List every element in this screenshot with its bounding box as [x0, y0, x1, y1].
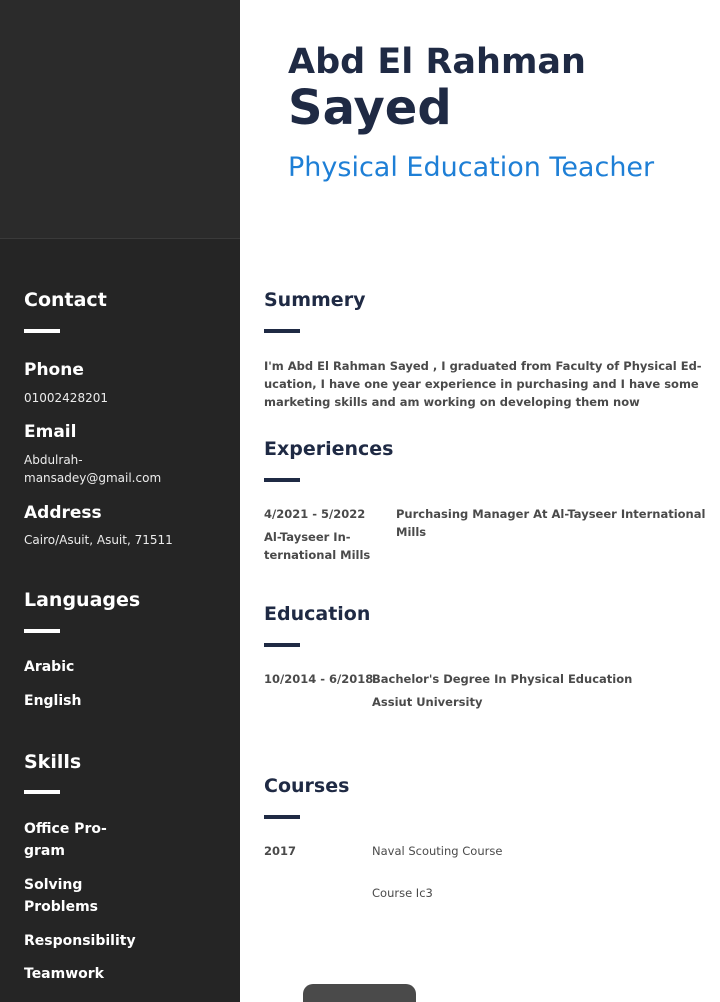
education-degree: Bachelor's Degree In Physical Education	[372, 672, 633, 686]
courses-underline	[264, 815, 300, 819]
skill-name-line1: Teamwork	[24, 966, 104, 982]
summary-underline	[264, 329, 300, 333]
course-year: 2017	[264, 844, 297, 858]
address-value: Cairo/Asuit, Asuit, 71511	[24, 533, 173, 547]
skill-name-line1: Solving	[24, 877, 83, 893]
courses-heading: Courses	[264, 775, 350, 797]
skill-name-line2: Problems	[24, 899, 99, 915]
address-label: Address	[24, 503, 102, 523]
skills-heading: Skills	[24, 751, 82, 773]
experiences-heading: Experiences	[264, 438, 394, 460]
skill-name-line1: Office Pro-	[24, 821, 107, 837]
last-name: Sayed	[288, 80, 452, 136]
contact-underline	[24, 329, 60, 333]
experience-company-line2: ternational Mills	[264, 548, 371, 562]
course-name: Course Ic3	[372, 886, 433, 900]
language-name: English	[24, 693, 82, 709]
job-title: Physical Education Teacher	[288, 152, 655, 183]
education-school: Assiut University	[372, 695, 483, 709]
skill-name-line1: Responsibility	[24, 933, 136, 949]
contact-heading: Contact	[24, 289, 107, 311]
languages-heading: Languages	[24, 589, 141, 611]
first-name: Abd El Rahman	[288, 42, 586, 82]
phone-label: Phone	[24, 360, 84, 380]
skills-underline	[24, 790, 60, 794]
phone-value: 01002428201	[24, 391, 108, 405]
skill-name-line2: gram	[24, 843, 65, 859]
education-underline	[264, 643, 300, 647]
education-heading: Education	[264, 603, 371, 625]
summary-heading: Summery	[264, 289, 366, 311]
experience-dates: 4/2021 - 5/2022	[264, 507, 366, 521]
email-value-line2: mansadey@gmail.com	[24, 471, 162, 485]
language-name: Arabic	[24, 659, 75, 675]
experience-role-line1: Purchasing Manager At Al-Tayseer International	[396, 507, 706, 521]
summary-text	[264, 357, 704, 411]
experience-company-line1: Al-Tayseer In-	[264, 530, 351, 544]
experience-role-line2: Mills	[396, 525, 427, 539]
languages-underline	[24, 629, 60, 633]
course-name: Naval Scouting Course	[372, 844, 503, 858]
email-label: Email	[24, 422, 77, 442]
summary-line: marketing skills and am working on developing them now	[264, 395, 640, 409]
floating-action-button[interactable]	[303, 984, 416, 1002]
experiences-underline	[264, 478, 300, 482]
summary-line: I'm Abd El Rahman Sayed , I graduated from Faculty of Physical Ed-	[264, 359, 702, 373]
sidebar	[0, 0, 240, 1002]
education-dates: 10/2014 - 6/2018	[264, 672, 374, 686]
email-value-line1: Abdulrah-	[24, 453, 83, 467]
photo-placeholder	[0, 0, 240, 239]
summary-line: ucation, I have one year experience in purchasing and I have some	[264, 377, 699, 391]
